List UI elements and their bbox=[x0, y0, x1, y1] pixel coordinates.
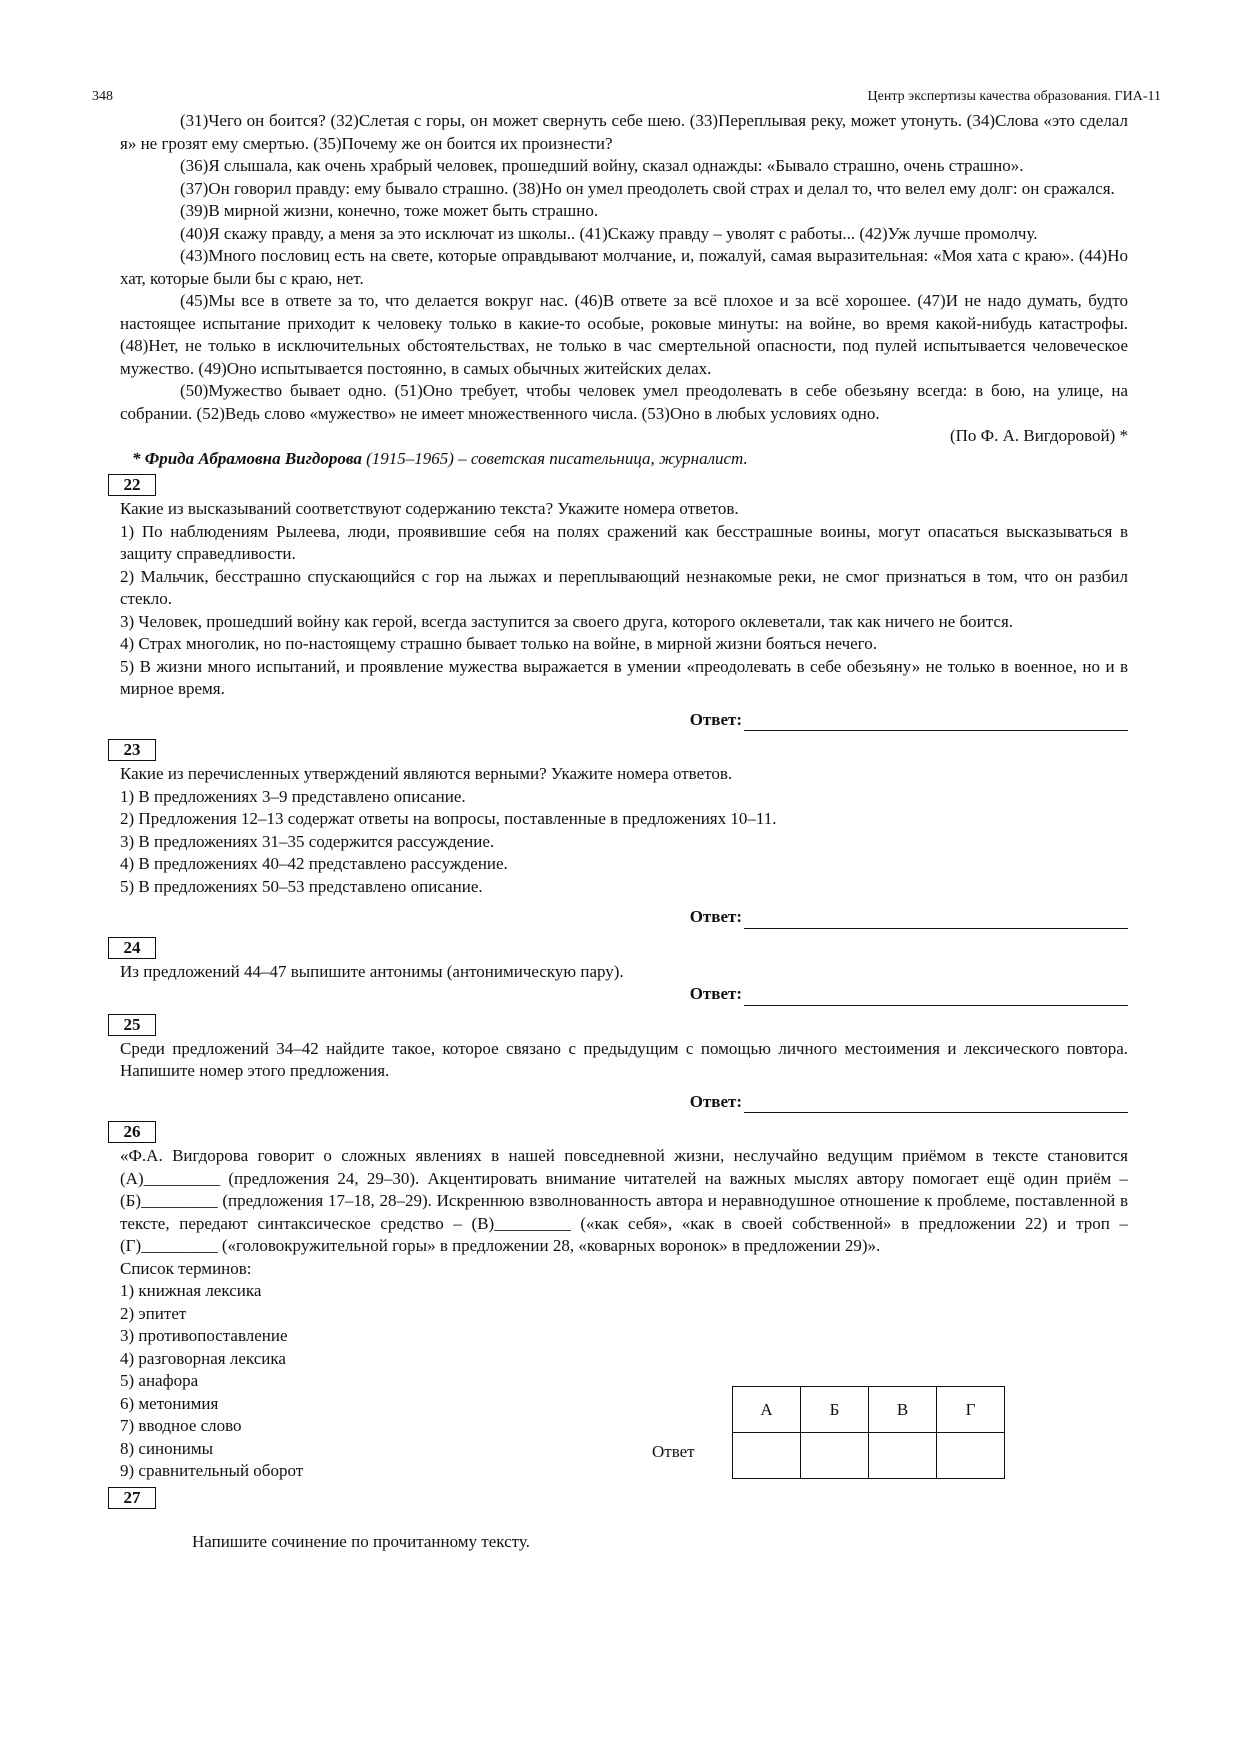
question-number-27: 27 bbox=[108, 1487, 156, 1509]
text-paragraph: (40)Я скажу правду, а меня за это исключат из школы.. (41)Скажу правду – уволят с работы... (42)Уж лучше промолчу. bbox=[180, 223, 1038, 243]
footnote bbox=[132, 448, 1128, 471]
text-paragraph: (43)Много пословиц есть на свете, которые оправдывают молчание, и, пожалуй, самая выразительная: «Моя хата с краю». (44)Но хат, которые были бы с краю, нет. bbox=[120, 246, 1128, 288]
answer-label: Ответ: bbox=[689, 907, 742, 926]
option-item: 3) Человек, прошедший войну как герой, всегда заступится за своего друга, которого оклеветали, так как ничего не боится. bbox=[120, 611, 1014, 631]
answer-field-25[interactable] bbox=[120, 1091, 1128, 1114]
term-item: 1) книжная лексика bbox=[120, 1281, 262, 1300]
page-content bbox=[120, 110, 1128, 1553]
footnote-text: (1915–1965) – советская писательница, журналист. bbox=[361, 448, 748, 468]
option-item: 2) Предложения 12–13 содержат ответы на вопросы, поставленные в предложениях 10–11. bbox=[120, 809, 777, 828]
text-paragraph: (39)В мирной жизни, конечно, тоже может быть страшно. bbox=[180, 201, 599, 220]
question-number-22: 22 bbox=[108, 474, 156, 496]
question-number-24: 24 bbox=[108, 937, 156, 959]
answer-table bbox=[732, 1386, 1005, 1479]
answer-table-label: Ответ bbox=[652, 1442, 695, 1461]
attribution: (По Ф. А. Вигдоровой) * bbox=[949, 426, 1128, 445]
table-header-g: Г bbox=[937, 1387, 1005, 1433]
answer-cell-b[interactable] bbox=[801, 1433, 869, 1479]
footnote-name: * Фрида Абрамовна Вигдорова bbox=[132, 448, 362, 468]
answer-blank[interactable] bbox=[744, 987, 1128, 1006]
question-number-25: 25 bbox=[108, 1014, 156, 1036]
term-item: 4) разговорная лексика bbox=[120, 1348, 286, 1368]
table-header-b: Б bbox=[801, 1387, 869, 1433]
answer-label: Ответ: bbox=[689, 984, 742, 1003]
text-paragraph: (50)Мужество бывает одно. (51)Оно требует, чтобы человек умел преодолевать в себе обезьяну всегда: в бою, на улице, на собрании. (52)Ведь слово «мужество» не имеет множественного числа. (53)Оно в любых условиях одно. bbox=[120, 381, 1128, 423]
page-number: 348 bbox=[92, 89, 113, 104]
text-paragraph: (31)Чего он боится? (32)Слетая с горы, он может свернуть себе шею. (33)Переплывая реку, может утонуть. (34)Слова «это сделал я» не грозят ему смертью. (35)Почему же он боится их произнести? bbox=[120, 111, 1128, 153]
question-prompt: Какие из высказываний соответствуют содержанию текста? Укажите номера ответов. bbox=[120, 499, 739, 518]
question-prompt: «Ф.А. Вигдорова говорит о сложных явлениях в нашей повседневной жизни, неслучайно ведущим приёмом в тексте становится (А)_________ (предложения 24, 29–30). Акцентировать внимание читателей на важных мыслях автору помогает ещё один приём – (Б)_________ (предложения 17–18, 28–29). Искреннюю взволнованность автора и неравнодушное отношение к проблеме, поставленной в тексте, передают синтаксическое средство – (В)_________ («как себя», «как в своей собственной» в предложении 22) и троп – (Г)_________ («головокружительной горы» в предложении 28, «коварных воронок» в предложении 29)». bbox=[120, 1146, 1128, 1255]
term-item: 3) противопоставление bbox=[120, 1326, 288, 1345]
option-item: 4) В предложениях 40–42 представлено рассуждение. bbox=[120, 854, 508, 873]
terms-title: Список терминов: bbox=[120, 1258, 252, 1278]
question-prompt: Какие из перечисленных утверждений являются верными? Укажите номера ответов. bbox=[120, 764, 733, 783]
answer-label: Ответ: bbox=[689, 709, 742, 729]
option-item: 1) По наблюдениям Рылеева, люди, проявившие себя на полях сражений как бесстрашные воины, могут опасаться высказываться в защиту справедливости. bbox=[120, 521, 1128, 563]
option-item: 5) В жизни много испытаний, и проявление мужества выражается в умении «преодолевать в себе обезьяну» не только в военное, но и в мирное время. bbox=[120, 656, 1128, 698]
answer-cell-g[interactable] bbox=[937, 1433, 1005, 1479]
header-title: Центр экспертизы качества образования. ГИА-11 bbox=[867, 89, 1161, 104]
option-item: 1) В предложениях 3–9 представлено описание. bbox=[120, 786, 466, 806]
term-item: 2) эпитет bbox=[120, 1303, 187, 1323]
answer-field-23[interactable] bbox=[120, 906, 1128, 929]
question-prompt: Из предложений 44–47 выпишите антонимы (антонимическую пару). bbox=[120, 961, 624, 981]
text-paragraph: (36)Я слышала, как очень храбрый человек, прошедший войну, сказал однажды: «Бывало страшно, очень страшно». bbox=[180, 156, 1024, 175]
text-paragraph: (37)Он говорил правду: ему бывало страшно. (38)Но он умел преодолеть свой страх и делал то, что велел ему долг: он сражался. bbox=[180, 178, 1115, 198]
term-item: 5) анафора bbox=[120, 1371, 199, 1390]
answer-field-22[interactable] bbox=[120, 709, 1128, 732]
option-item: 3) В предложениях 31–35 содержится рассуждение. bbox=[120, 831, 495, 851]
option-item: 2) Мальчик, бесстрашно спускающийся с гор на лыжах и переплывающий незнакомые реки, не смог признаться в том, что он разбил стекло. bbox=[120, 566, 1128, 608]
answer-cell-v[interactable] bbox=[869, 1433, 937, 1479]
table-header-v: В bbox=[869, 1387, 937, 1433]
term-item: 9) сравнительный оборот bbox=[120, 1461, 304, 1480]
text-paragraph: (45)Мы все в ответе за то, что делается вокруг нас. (46)В ответе за всё плохое и за всё хорошее. (47)И не надо думать, будто настоящее испытание приходит к человеку только в какие-то особые, роковые минуты: на войне, во время какой-нибудь катастрофы. (48)Нет, не только в исключительных обстоятельствах, не только в час смертельной опасности, под пулей испытывается человеческое мужество. (49)Оно испытывается постоянно, в самых обычных житейских делах. bbox=[120, 291, 1128, 378]
question-prompt: Среди предложений 34–42 найдите такое, которое связано с предыдущим с помощью личного местоимения и лексического повтора. Напишите номер этого предложения. bbox=[120, 1038, 1128, 1080]
term-item: 8) синонимы bbox=[120, 1438, 214, 1458]
answer-cell-a[interactable] bbox=[733, 1433, 801, 1479]
table-header-a: А bbox=[733, 1387, 801, 1433]
option-item: 4) Страх многолик, но по-настоящему страшно бывает только на войне, в мирной жизни бояться нечего. bbox=[120, 634, 877, 653]
term-item: 7) вводное слово bbox=[120, 1416, 242, 1435]
answer-blank[interactable] bbox=[744, 910, 1128, 929]
term-item: 6) метонимия bbox=[120, 1393, 219, 1413]
option-item: 5) В предложениях 50–53 представлено описание. bbox=[120, 876, 483, 896]
answer-label: Ответ: bbox=[689, 1091, 742, 1111]
answer-blank[interactable] bbox=[744, 1094, 1128, 1113]
question-number-23: 23 bbox=[108, 739, 156, 761]
answer-blank[interactable] bbox=[744, 712, 1128, 731]
question-prompt: Напишите сочинение по прочитанному тексту. bbox=[192, 1531, 530, 1551]
answer-field-24[interactable] bbox=[120, 983, 1128, 1006]
question-number-26: 26 bbox=[108, 1121, 156, 1143]
